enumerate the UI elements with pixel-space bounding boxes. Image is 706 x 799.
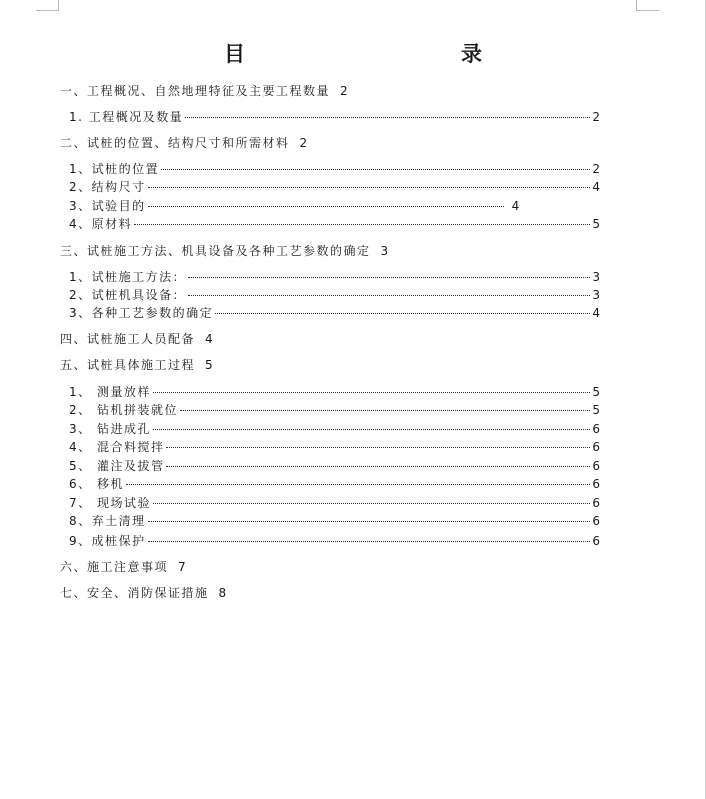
toc-leader-dots	[134, 224, 590, 225]
toc-page-number: 2	[592, 110, 600, 124]
toc-heading-entry[interactable]	[60, 243, 388, 259]
toc-page-number: 5	[592, 385, 600, 399]
toc-leader-dots	[153, 503, 590, 504]
toc-entry-text: 五、试桩具体施工过程	[60, 358, 196, 372]
toc-sub-entry[interactable]	[69, 495, 600, 511]
toc-entry-text: 4、原材料	[69, 217, 133, 231]
toc-page-number: 6	[592, 422, 600, 436]
toc-sub-entry[interactable]	[69, 287, 600, 303]
toc-sub-entry[interactable]	[69, 421, 600, 437]
toc-sub-entry[interactable]	[69, 161, 600, 177]
toc-page-number: 2	[340, 84, 348, 98]
toc-page-number: 6	[592, 496, 600, 510]
toc-entry-text: 三、试桩施工方法、机具设备及各种工艺参数的确定	[60, 244, 371, 258]
toc-heading-entry[interactable]	[60, 83, 348, 99]
toc-page-number: 4	[592, 180, 600, 194]
toc-heading-entry[interactable]	[60, 585, 226, 601]
margin-corner-mark-left	[36, 0, 59, 11]
toc-entry-text: 2、 钻机拼装就位	[69, 403, 178, 417]
toc-leader-dots	[126, 484, 590, 485]
toc-page-number: 2	[592, 162, 600, 176]
toc-heading-entry[interactable]	[60, 357, 213, 373]
toc-page-number: 5	[592, 217, 600, 231]
toc-entry-text: 3、 钻进成孔	[69, 422, 151, 436]
toc-sub-entry[interactable]	[69, 458, 600, 474]
toc-page-number: 3	[380, 244, 389, 258]
toc-leader-dots	[148, 206, 504, 207]
toc-leader-dots	[148, 541, 591, 542]
toc-leader-dots	[215, 313, 590, 314]
toc-sub-entry[interactable]	[69, 476, 600, 492]
toc-entry-text: 七、安全、消防保证措施	[60, 586, 209, 600]
toc-entry-text: 1、试桩的位置	[69, 162, 160, 176]
toc-leader-dots	[153, 392, 590, 393]
toc-sub-entry[interactable]	[69, 533, 600, 549]
toc-entry-text: 四、试桩施工人员配备	[60, 332, 196, 346]
toc-page-number: 7	[178, 560, 186, 574]
toc-page-number: 5	[592, 403, 600, 417]
margin-corner-mark-right	[636, 0, 659, 11]
toc-page-number: 6	[592, 514, 600, 528]
toc-page-number: 4	[511, 199, 520, 213]
toc-entry-text: 7、 现场试验	[69, 496, 151, 510]
toc-leader-dots	[180, 410, 590, 411]
toc-entry-text: 1、 测量放样	[69, 385, 151, 399]
toc-heading-entry[interactable]	[60, 135, 307, 151]
toc-entry-text: 3、各种工艺参数的确定	[69, 306, 214, 320]
toc-page-number: 2	[299, 136, 308, 150]
toc-entry-text: 6、 移机	[69, 477, 124, 491]
toc-page-number: 6	[592, 534, 600, 548]
toc-sub-entry[interactable]	[69, 402, 600, 418]
toc-entry-text: 二、试桩的位置、结构尺寸和所需材料	[60, 136, 290, 150]
toc-leader-dots	[188, 277, 590, 278]
toc-page-number: 5	[205, 358, 213, 372]
toc-page-number: 3	[592, 288, 600, 302]
toc-entry-text: 1、试桩施工方法：	[69, 270, 187, 284]
toc-heading-entry[interactable]	[60, 331, 213, 347]
toc-leader-dots	[188, 295, 590, 296]
toc-title: 目 录	[224, 41, 540, 66]
toc-page-number: 6	[592, 477, 600, 491]
toc-entry-text: 2、结构尺寸	[69, 180, 146, 194]
toc-sub-entry[interactable]	[69, 109, 600, 125]
toc-entry-text: 2、试桩机具设备：	[69, 288, 187, 302]
toc-entry-text: 六、施工注意事项	[60, 560, 169, 574]
toc-leader-dots	[153, 429, 590, 430]
toc-entry-text: 4、 混合料搅拌	[69, 440, 165, 454]
toc-page-number: 8	[218, 586, 227, 600]
toc-leader-dots	[185, 117, 590, 118]
toc-page-number: 6	[592, 459, 600, 473]
toc-page-number: 4	[592, 306, 600, 320]
toc-leader-dots	[148, 521, 591, 522]
toc-entry-text: 9、成桩保护	[69, 534, 146, 548]
toc-sub-entry[interactable]	[69, 384, 600, 400]
toc-entry-text: 一、工程概况、自然地理特征及主要工程数量	[60, 84, 331, 98]
toc-entry-text: 8、弃土清理	[69, 514, 146, 528]
toc-sub-entry[interactable]	[69, 198, 519, 214]
toc-sub-entry[interactable]	[69, 216, 600, 232]
toc-leader-dots	[166, 447, 590, 448]
toc-page-number: 3	[592, 270, 600, 284]
toc-entry-text: 1. 工程概况及数量	[69, 110, 184, 124]
toc-page-number: 6	[592, 440, 600, 454]
toc-heading-entry[interactable]	[60, 559, 186, 575]
toc-sub-entry[interactable]	[69, 513, 600, 529]
toc-entry-text: 5、 灌注及拔管	[69, 459, 165, 473]
toc-page-number: 4	[205, 332, 213, 346]
toc-leader-dots	[166, 466, 590, 467]
toc-sub-entry[interactable]	[69, 305, 600, 321]
toc-sub-entry[interactable]	[69, 179, 600, 195]
toc-sub-entry[interactable]	[69, 439, 600, 455]
toc-leader-dots	[161, 169, 590, 170]
toc-leader-dots	[148, 187, 591, 188]
toc-entry-text: 3、试验目的	[69, 199, 146, 213]
toc-sub-entry[interactable]	[69, 269, 600, 285]
